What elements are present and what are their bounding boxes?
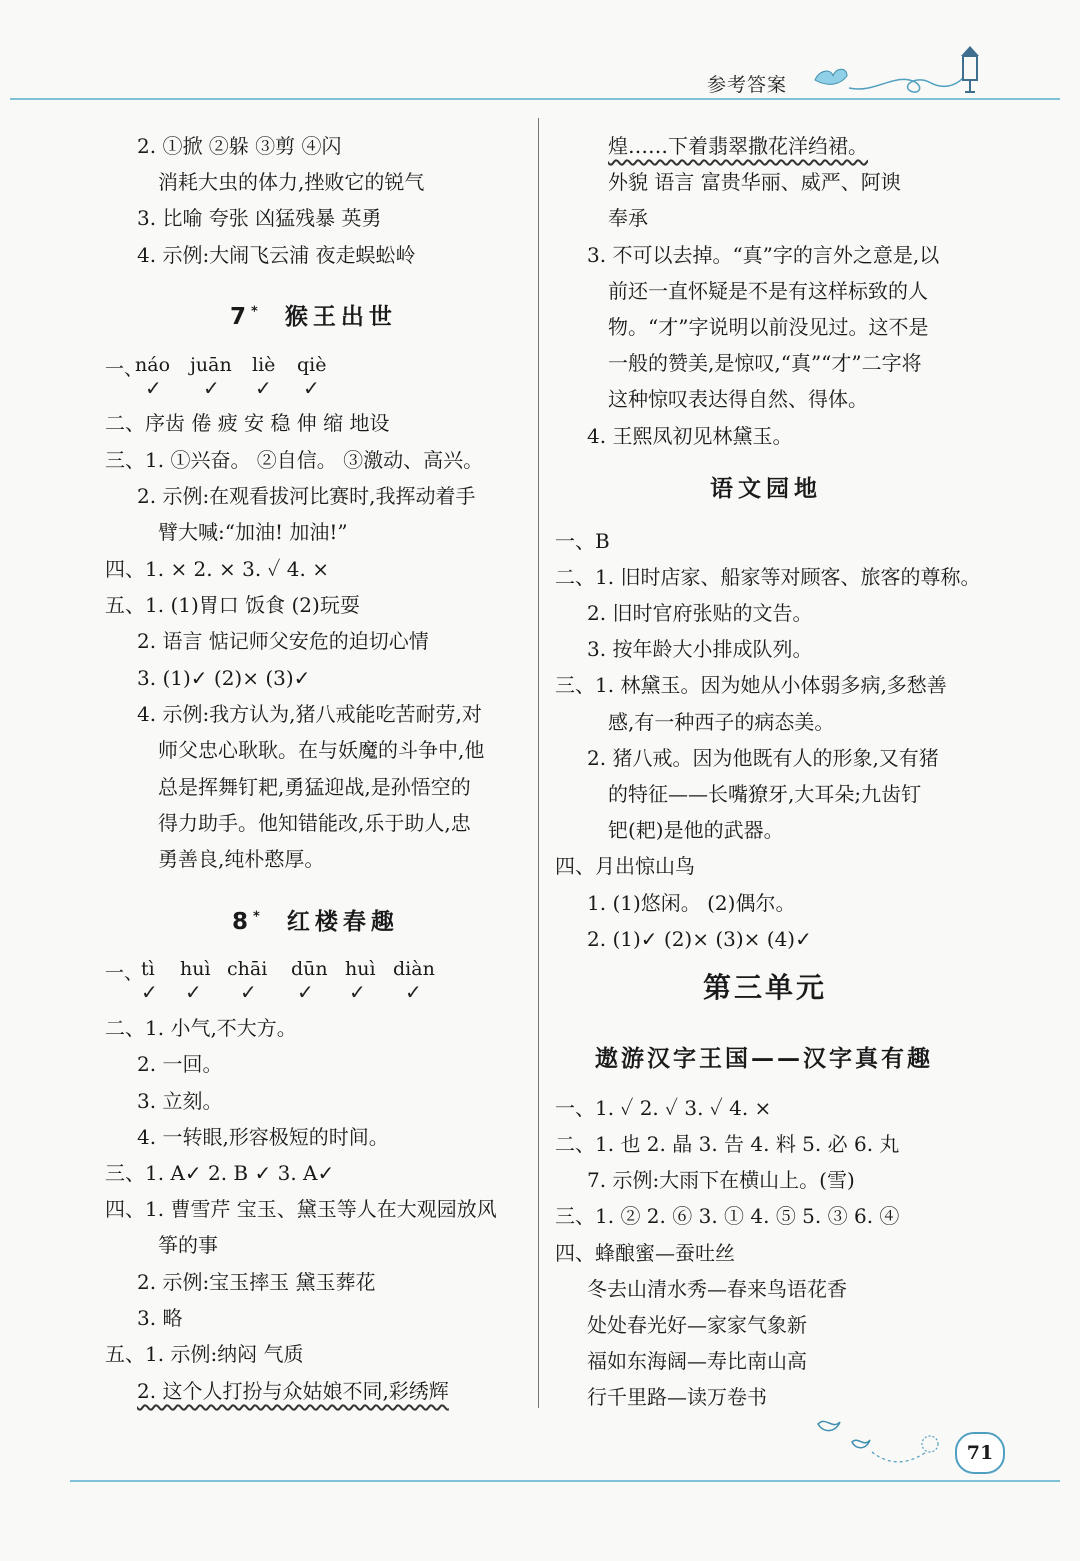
answer-line: 五、1. (1)胃口 饭食 (2)玩耍 [105,593,360,617]
answer-line: 的特征——长嘴獠牙,大耳朵;九齿钉 [608,782,922,806]
pinyin-item: dūn [291,958,328,980]
answer-line: 奉承 [608,206,648,230]
answer-line: 总是挥舞钉耙,勇猛迎战,是孙悟空的 [158,775,471,799]
answer-line: 物。“才”字说明以前没见过。这不是 [608,315,929,339]
pinyin-prefix: 一、 [105,358,144,380]
answer-line: 四、蜂酿蜜—蚕吐丝 [555,1241,735,1265]
answer-line: 外貌 语言 富贵华丽、威严、阿谀 [608,170,901,194]
answer-line: 冬去山清水秀—春来鸟语花香 [587,1277,847,1301]
column-divider [538,118,539,1408]
lesson-number: 7 [230,304,252,330]
answer-line: 前还一直怀疑是不是有这样标致的人 [608,279,928,303]
answer-line: 三、1. ② 2. ⑥ 3. ① 4. ⑤ 5. ③ 6. ④ [555,1204,900,1228]
section-heading-garden: 语文园地 [710,476,822,502]
answer-line: 师父忠心耿耿。在与妖魔的斗争中,他 [158,738,485,762]
answer-line: 4. 一转眼,形容极短的时间。 [137,1125,389,1149]
check-mark: ✓ [303,376,320,400]
pinyin-item: náo [135,354,171,376]
pinyin-item: juān [190,354,232,376]
answer-line: 三、1. A✓ 2. B ✓ 3. A✓ [105,1161,335,1185]
footer-rule [70,1480,1060,1482]
answer-line: 筝的事 [158,1233,218,1257]
pinyin-item: chāi [227,958,268,980]
answer-line: 3. 略 [137,1306,183,1330]
lesson-title: 猴王出世 [284,304,397,330]
pinyin-answers-7 [105,354,405,404]
pinyin-item: tì [141,958,155,980]
answer-line: 福如东海阔—寿比南山高 [587,1349,807,1373]
check-mark: ✓ [297,980,314,1004]
answer-line: 一、B [555,529,610,553]
answer-line: 煌……下着翡翠撒花洋绉裙。 [608,134,868,158]
lesson-heading-7 [230,298,397,331]
lesson-heading-8 [232,903,399,936]
answer-line: 3. 按年龄大小排成队列。 [587,637,813,661]
answer-line: 2. ①掀 ②躲 ③剪 ④闪 [137,134,342,158]
butterfly-lamp-icon [805,42,985,102]
header-title: 参考答案 [707,74,788,96]
answer-line: 1. (1)悠闲。 (2)偶尔。 [587,891,796,915]
answer-line: 行千里路—读万卷书 [587,1385,767,1409]
pinyin-item: huì [345,958,376,980]
answer-line: 3. 立刻。 [137,1089,223,1113]
answer-line: 勇善良,纯朴憨厚。 [158,847,325,871]
lesson-mark: * [251,304,258,320]
pinyin-item: diàn [393,958,435,980]
lesson-title: 红楼春趣 [286,909,399,935]
answer-line: 处处春光好—家家气象新 [587,1313,807,1337]
check-mark: ✓ [203,376,220,400]
pinyin-item: huì [180,958,211,980]
answer-line: 消耗大虫的体力,挫败它的锐气 [158,170,425,194]
answer-line: 2. 旧时官府张贴的文告。 [587,601,813,625]
check-mark: ✓ [405,980,422,1004]
answer-line: 2. 这个人打扮与众姑娘不同,彩绣辉 [137,1379,449,1403]
answer-line: 3. 不可以去掉。“真”字的言外之意是,以 [587,243,940,267]
answer-line: 2. 示例:宝玉摔玉 黛玉葬花 [137,1270,376,1294]
answer-line: 钯(耙)是他的武器。 [608,818,784,842]
pinyin-item: qiè [297,354,327,376]
answer-line: 2. 语言 惦记师父安危的迫切心情 [137,629,429,653]
answer-line: 3. (1)✓ (2)× (3)✓ [137,666,311,690]
answer-line: 一般的赞美,是惊叹,“真”“才”二字将 [608,351,922,375]
check-mark: ✓ [349,980,366,1004]
check-mark: ✓ [185,980,202,1004]
answer-line: 得力助手。他知错能改,乐于助人,忠 [158,811,471,835]
answer-line: 感,有一种西子的病态美。 [608,710,835,734]
check-mark: ✓ [255,376,272,400]
check-mark: ✓ [141,980,158,1004]
page-number-badge: 71 [955,1432,1005,1474]
answer-line: 三、1. ①兴奋。 ②自信。 ③激动、高兴。 [105,448,484,472]
answer-line: 四、1. 曹雪芹 宝玉、黛玉等人在大观园放风 [105,1197,497,1221]
answer-line: 4. 示例:我方认为,猪八戒能吃苦耐劳,对 [137,702,482,726]
answer-line: 二、1. 旧时店家、船家等对顾客、旅客的尊称。 [555,565,981,589]
bird-swirl-icon [812,1412,952,1472]
pinyin-prefix: 一、 [105,962,144,984]
answer-line: 2. 一回。 [137,1052,223,1076]
answer-line: 二、1. 小气,不大方。 [105,1016,297,1040]
lesson-number: 8 [232,909,254,935]
answer-line: 3. 比喻 夸张 凶猛残暴 英勇 [137,206,382,230]
check-mark: ✓ [240,980,257,1004]
check-mark: ✓ [145,376,162,400]
pinyin-answers-8 [105,958,465,1008]
answer-line: 4. 示例:大闹飞云浦 夜走蜈蚣岭 [137,243,416,267]
answer-line: 2. (1)✓ (2)× (3)× (4)✓ [587,927,812,951]
answer-line: 4. 王熙凤初见林黛玉。 [587,424,793,448]
answer-line: 一、1. ✓ 2. ✓ 3. ✓ 4. × [555,1096,772,1120]
answer-line: 2. 示例:在观看拔河比赛时,我挥动着手 [137,484,476,508]
answer-line: 五、1. 示例:纳闷 气质 [105,1342,304,1366]
lesson-title-hanzi: 遨游汉字王国——汉字真有趣 [595,1046,933,1072]
answer-line: 四、月出惊山鸟 [555,854,695,878]
answer-line: 这种惊叹表达得自然、得体。 [608,387,868,411]
header-rule [10,98,1060,100]
answer-line: 二、1. 也 2. 晶 3. 告 4. 料 5. 必 6. 丸 [555,1132,900,1156]
answer-line: 7. 示例:大雨下在横山上。(雪) [587,1168,855,1192]
answer-line: 臂大喊:“加油! 加油!” [158,520,348,544]
answer-line: 四、1. × 2. × 3. ✓ 4. × [105,557,330,581]
lesson-mark: * [253,909,260,925]
answer-line: 2. 猪八戒。因为他既有人的形象,又有猪 [587,746,939,770]
pinyin-item: liè [252,354,276,376]
answer-line: 三、1. 林黛玉。因为她从小体弱多病,多愁善 [555,673,947,697]
unit-title: 第三单元 [703,971,828,1004]
answer-line: 二、序齿 倦 疲 安 稳 伸 缩 地设 [105,411,390,435]
